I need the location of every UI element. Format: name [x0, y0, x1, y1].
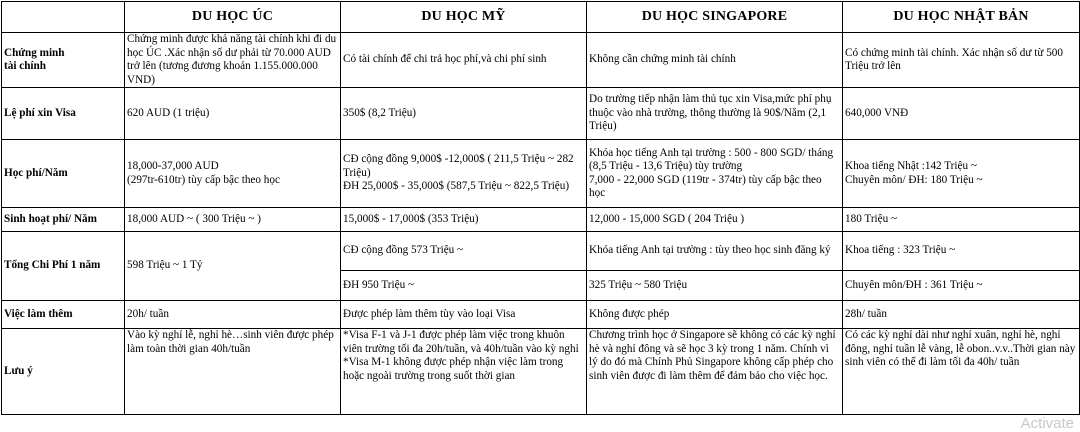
cell-japan: 640,000 VNĐ [843, 88, 1080, 140]
header-corner [2, 2, 125, 33]
cell-usa: Có tài chính để chi trả học phí,và chi phí sinh [341, 33, 587, 88]
cell-japan: 180 Triệu ~ [843, 208, 1080, 232]
row-tuition [2, 140, 1080, 208]
cell-singapore: Chương trình học ở Singapore sẽ không có các kỳ nghỉ hè và nghỉ đông và sẽ học 3 kỳ trong 1 năm. Chính vì lý do đó mà Chính Phủ Singapore không cấp phép cho sinh viên được đi làm thêm để đảm bảo cho việc học. [587, 329, 843, 415]
cell-australia: 18,000-37,000 AUD (297tr-610tr) tùy cấp bậc theo học [125, 140, 341, 208]
row-label: Sinh hoạt phí/ Năm [2, 208, 125, 232]
cell-singapore: 12,000 - 15,000 SGD ( 204 Triệu ) [587, 208, 843, 232]
cell-singapore: Do trường tiếp nhận làm thủ tục xin Visa,mức phí phụ thuộc vào nhà trường, thông thường là 90$/Năm (2,1 Triệu) [587, 88, 843, 140]
cell-japan: 28h/ tuần [843, 301, 1080, 329]
header-australia: DU HỌC ÚC [125, 2, 341, 33]
comparison-table [1, 1, 1080, 415]
cell-singapore: Khóa học tiếng Anh tại trường : 500 - 800 SGD/ tháng (8,5 Triệu - 13,6 Triệu) tùy trường 7,000 - 22,000 SGD (119tr - 374tr) tùy cấp bậc theo học [587, 140, 843, 208]
cell-usa: *Visa F-1 và J-1 được phép làm việc trong khuôn viên trường tối đa 20h/tuần, và 40h/tuần vào kỳ nghỉ *Visa M-1 không được phép nhận việc làm trong hoặc ngoài trường trong suốt thời gian [341, 329, 587, 415]
cell-japan: Có chứng minh tài chính. Xác nhận số dư từ 500 Triệu trở lên [843, 33, 1080, 88]
cell-japan-university: Chuyên môn/ĐH : 361 Triệu ~ [843, 271, 1080, 301]
cell-singapore-range: 325 Triệu ~ 580 Triệu [587, 271, 843, 301]
row-label: Lệ phí xin Visa [2, 88, 125, 140]
row-label: Chứng minh tài chính [2, 33, 125, 88]
row-part-time-work [2, 301, 1080, 329]
cell-usa: Được phép làm thêm tùy vào loại Visa [341, 301, 587, 329]
cell-australia: Chứng minh được khả năng tài chính khi đi du học ÚC .Xác nhận số dư phải từ 70.000 AUD trở lên (tương đương khoản 1.155.000.000 VND) [125, 33, 341, 88]
row-label: Việc làm thêm [2, 301, 125, 329]
cell-usa: 15,000$ - 17,000$ (353 Triệu) [341, 208, 587, 232]
cell-usa-college: CĐ cộng đồng 573 Triệu ~ [341, 232, 587, 271]
cell-usa: CĐ cộng đồng 9,000$ -12,000$ ( 211,5 Triệu ~ 282 Triệu) ĐH 25,000$ - 35,000$ (587,5 Triệu ~ 822,5 Triệu) [341, 140, 587, 208]
header-usa: DU HỌC MỸ [341, 2, 587, 33]
cell-singapore-english: Khóa tiếng Anh tại trường : tùy theo học sinh đăng ký [587, 232, 843, 271]
activate-watermark: Activate [1020, 415, 1074, 432]
header-singapore: DU HỌC SINGAPORE [587, 2, 843, 33]
cell-singapore: Không cần chứng minh tài chính [587, 33, 843, 88]
cell-japan-language: Khoa tiếng : 323 Triệu ~ [843, 232, 1080, 271]
cell-singapore: Không được phép [587, 301, 843, 329]
row-living-cost [2, 208, 1080, 232]
cell-australia: 598 Triệu ~ 1 Tỷ [125, 232, 341, 301]
row-financial-proof [2, 33, 1080, 88]
cell-usa: 350$ (8,2 Triệu) [341, 88, 587, 140]
row-notes [2, 329, 1080, 415]
row-total-cost-a [2, 232, 1080, 271]
cell-australia: 20h/ tuần [125, 301, 341, 329]
cell-australia: 620 AUD (1 triệu) [125, 88, 341, 140]
cell-japan: Có các kỳ nghỉ dài như nghỉ xuân, nghỉ hè, nghỉ đông, nghỉ tuần lễ vàng, lễ obon..v.v..Thời gian này sinh viên có thể đi làm tối đa 40h/ tuần [843, 329, 1080, 415]
cell-australia: Vào kỳ nghỉ lễ, nghỉ hè…sinh viên được phép làm toàn thời gian 40h/tuần [125, 329, 341, 415]
row-label: Tổng Chi Phí 1 năm [2, 232, 125, 301]
header-japan: DU HỌC NHẬT BẢN [843, 2, 1080, 33]
cell-australia: 18,000 AUD ~ ( 300 Triệu ~ ) [125, 208, 341, 232]
row-label: Lưu ý [2, 329, 125, 415]
header-row [2, 2, 1080, 33]
row-visa-fee [2, 88, 1080, 140]
row-label: Học phí/Năm [2, 140, 125, 208]
cell-usa-university: ĐH 950 Triệu ~ [341, 271, 587, 301]
cell-japan: Khoa tiếng Nhật :142 Triệu ~ Chuyên môn/ ĐH: 180 Triệu ~ [843, 140, 1080, 208]
